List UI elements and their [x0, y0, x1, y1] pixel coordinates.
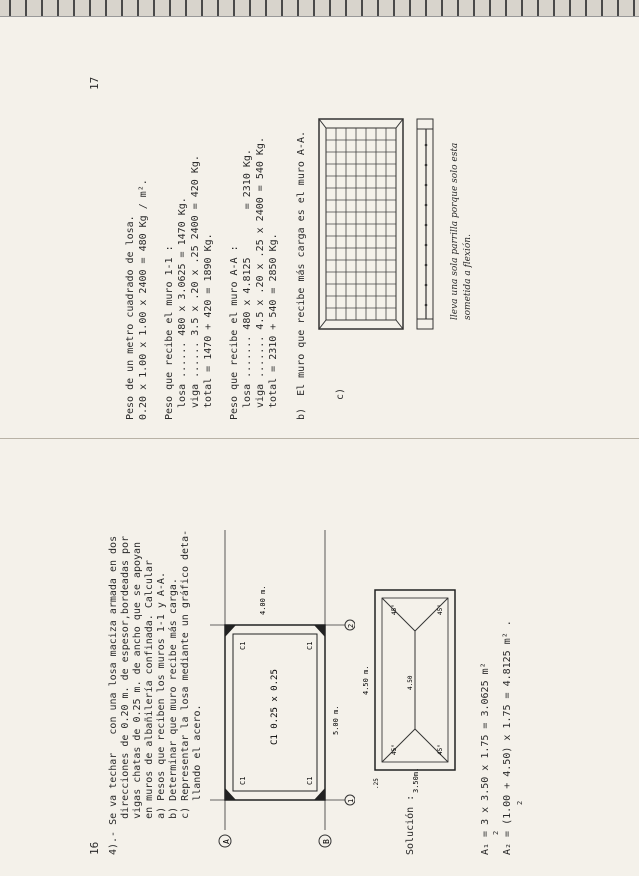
- slab-steel-grid-drawing: [318, 115, 408, 330]
- page-number: 16: [88, 841, 101, 855]
- dimension-width: 4.00 m.: [259, 585, 267, 615]
- formula-a1-denominator: 2: [492, 830, 500, 835]
- dimension-label: 3.50m.: [412, 767, 420, 793]
- text-line: total = 2310 + 540 = 2850 Kg.: [268, 233, 279, 420]
- spiral-binding: [0, 0, 639, 17]
- text-line: 0.20 x 1.00 x 1.00 x 2400 = 480 Kg / m².: [138, 179, 149, 420]
- column-label: C1: [306, 776, 314, 785]
- part-c-label: c): [335, 387, 346, 400]
- text-line: llando el acero.: [192, 704, 203, 855]
- text-line: 4).- Se va techar con una losa maciza armada en dos: [108, 535, 119, 855]
- handwritten-note: sometida a flexión.: [463, 234, 473, 320]
- formula-a1: A₁ = 3 x 3.50 x 1.75 = 3.0625 m²: [480, 662, 491, 855]
- text-line: en muros de albañilería confinada. Calcular: [144, 559, 155, 855]
- tributary-area-drawing: [360, 575, 470, 795]
- page-fold: [0, 438, 639, 439]
- handwritten-note: lleva una sola parrilla porque solo esta: [450, 142, 460, 320]
- column-label: C1: [239, 641, 247, 650]
- column-label: C1: [239, 776, 247, 785]
- page-16: [70, 445, 630, 865]
- text-line: Peso que recibe el muro 1-1 :: [164, 245, 175, 420]
- axis-label-2: 2: [347, 623, 355, 628]
- angle-label: 45°: [391, 604, 398, 615]
- angle-label: 45°: [437, 744, 444, 755]
- slab-section-drawing: [415, 115, 437, 330]
- axis-label-A: A: [222, 839, 231, 844]
- angle-label: 45°: [437, 604, 444, 615]
- angle-label: 45°: [391, 744, 398, 755]
- dimension-label: .25: [373, 778, 380, 789]
- formula-a2: A₂ = (1.00 + 4.50) x 1.75 = 4.8125 m² .: [502, 620, 513, 855]
- text-line: viga ...... 3.5 x .20 x .25 2400 = 420 Kg.: [190, 155, 201, 420]
- axis-label-1: 1: [347, 798, 355, 803]
- slab-center-label: C1 0.25 x 0.25: [270, 669, 280, 745]
- text-line: direcciones de 0.20 m. de espesor,bordeadas por: [120, 535, 131, 855]
- axis-label-B: B: [322, 839, 331, 844]
- column-label: C1: [306, 641, 314, 650]
- page-number: 17: [88, 76, 101, 90]
- dimension-length: 5.00 m.: [332, 705, 340, 735]
- text-line: Peso que recibe el muro A-A :: [229, 245, 240, 420]
- text-line: Peso de un metro cuadrado de losa.: [125, 215, 136, 420]
- text-line: viga ....... 4.5 x .20 x .25 x 2400 = 540 Kg.: [255, 137, 266, 420]
- solution-label: Solución :: [405, 794, 416, 855]
- text-line: c) Representar la losa mediante un gráfico deta-: [180, 529, 191, 855]
- slab-plan-drawing: [205, 515, 355, 855]
- page-17: [70, 20, 630, 430]
- text-line: b) Determinar que muro recibe más carga.: [168, 578, 179, 855]
- text-line: b) El muro que recibe más carga es el muro A-A.: [296, 131, 307, 420]
- text-line: losa ...... 480 x 3.0625 = 1470 Kg.: [177, 197, 188, 420]
- text-line: total = 1470 + 420 = 1890 Kg.: [203, 233, 214, 420]
- mid-dimension: 4.50: [407, 675, 414, 690]
- text-line: vigas chatas de 0.25 m. de ancho que se apoyan: [132, 541, 143, 855]
- dimension-label: 4.50 m.: [362, 665, 370, 695]
- text-line: a) Pesos que reciben los muros 1-1 y A-A.: [156, 572, 167, 855]
- formula-a2-denominator: 2: [516, 800, 524, 805]
- text-line: losa ....... 480 x 4.8125 = 2310 Kg.: [242, 149, 253, 420]
